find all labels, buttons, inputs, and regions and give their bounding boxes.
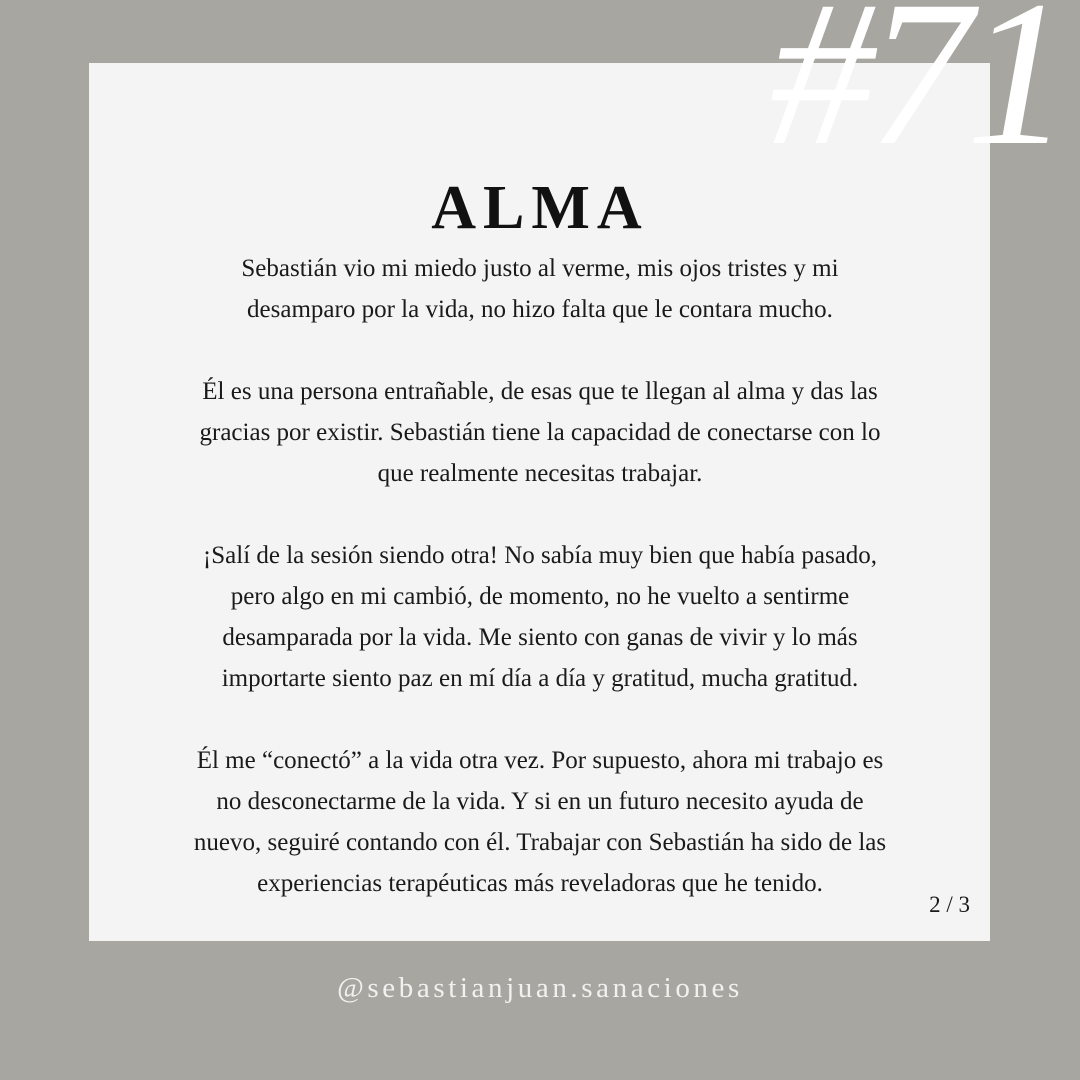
- social-handle: @sebastianjuan.sanaciones: [337, 972, 743, 1004]
- testimonial-line: nuevo, seguiré contando con él. Trabajar con Sebastián ha sido de las: [193, 829, 887, 856]
- testimonial-line: Él me “conectó” a la vida otra vez. Por supuesto, ahora mi trabajo es: [196, 747, 884, 774]
- testimonial-line: no desconectarme de la vida. Y si en un futuro necesito ayuda de: [216, 788, 864, 815]
- testimonial-paragraph: [120, 248, 960, 330]
- testimonial-line: ¡Salí de la sesión siendo otra! No sabía muy bien que había pasado,: [202, 542, 878, 569]
- testimonial-line: gracias por existir. Sebastián tiene la capacidad de conectarse con lo: [199, 419, 881, 446]
- testimonial-line: desamparo por la vida, no hizo falta que le contara mucho.: [247, 296, 833, 323]
- page-indicator: 2 / 3: [929, 892, 970, 917]
- testimonial-text: [120, 248, 960, 904]
- testimonial-line: desamparada por la vida. Me siento con ganas de vivir y lo más: [222, 624, 858, 651]
- testimonial-line: experiencias terapéuticas más reveladoras que he tenido.: [257, 870, 823, 897]
- testimonial-paragraph: [120, 535, 960, 699]
- testimonial-line: Sebastián vio mi miedo justo al verme, mis ojos tristes y mi: [241, 255, 839, 282]
- testimonial-paragraph: [120, 371, 960, 494]
- post-title: ALMA: [431, 173, 649, 242]
- testimonial-line: importarte siento paz en mí día a día y gratitud, mucha gratitud.: [221, 665, 859, 692]
- testimonial-paragraph: [120, 740, 960, 904]
- testimonial-line: que realmente necesitas trabajar.: [377, 460, 703, 487]
- post-number: #71: [770, 0, 1064, 188]
- testimonial-line: Él es una persona entrañable, de esas que te llegan al alma y das las: [202, 378, 878, 405]
- testimonial-line: pero algo en mi cambió, de momento, no he vuelto a sentirme: [230, 583, 850, 610]
